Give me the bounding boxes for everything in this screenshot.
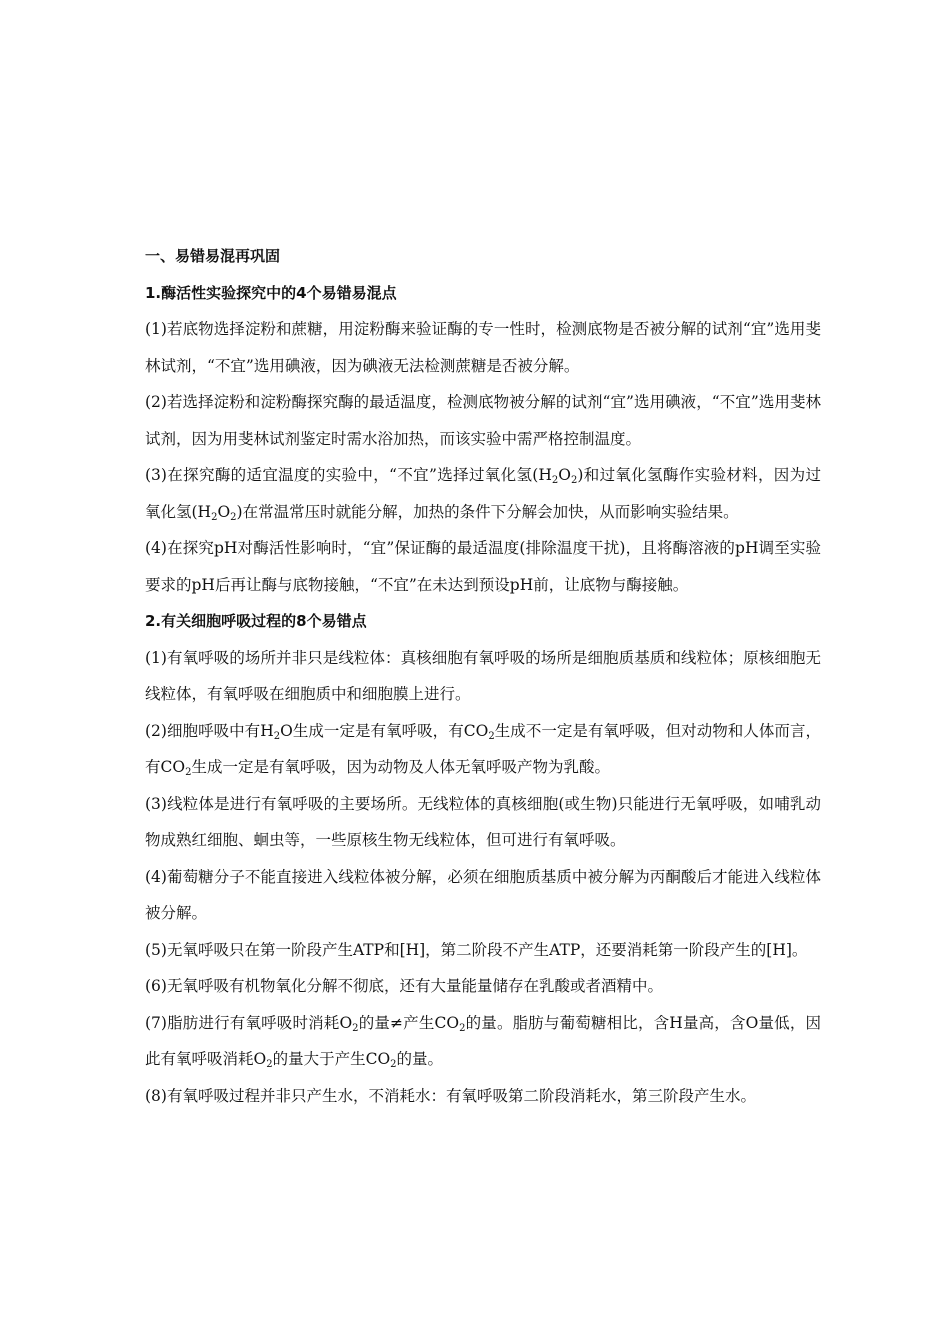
document-body — [145, 238, 821, 1114]
part1-paragraph-4: (4)在探究pH对酶活性影响时，“宜”保证酶的最适温度(排除温度干扰)，且将酶溶液的pH调至实验要求的pH后再让酶与底物接触，“不宜”在未达到预设pH前，让底物与酶接触。 — [145, 539, 821, 594]
part1-title: 1.酶活性实验探究中的4个易错易混点 — [145, 283, 397, 302]
part1-paragraph-2: (2)若选择淀粉和淀粉酶探究酶的最适温度，检测底物被分解的试剂“宜”选用碘液，“不宜”选用斐林试剂，因为用斐林试剂鉴定时需水浴加热，而该实验中需严格控制温度。 — [145, 393, 821, 448]
part2-paragraph-7: (7)脂肪进行有氧呼吸时消耗$O_2$的量≠产生$CO_2$的量。脂肪与葡萄糖相比，含H量高，含O量低，因此有氧呼吸消耗$O_2$的量大于产生$CO_2$的量。 — [145, 1013, 821, 1070]
part2-paragraph-5: (5)无氧呼吸只在第一阶段产生ATP和[H]，第二阶段不产生ATP，还要消耗第一阶段产生的[H]。 — [145, 940, 808, 959]
part2-paragraph-1: (1)有氧呼吸的场所并非只是线粒体：真核细胞有氧呼吸的场所是细胞质基质和线粒体；原核细胞无线粒体，有氧呼吸在细胞质中和细胞膜上进行。 — [145, 648, 821, 703]
part2-paragraph-8: (8)有氧呼吸过程并非只产生水，不消耗水：有氧呼吸第二阶段消耗水，第三阶段产生水。 — [145, 1086, 756, 1105]
part1-paragraph-3: (3)在探究酶的适宜温度的实验中，“不宜”选择过氧化氢$(H_2O_2)$和过氧化氢酶作实验材料，因为过氧化氢$(H_2O_2)$在常温常压时就能分解，加热的条件下分解会加快，从而影响实验结果。 — [145, 466, 821, 523]
part2-paragraph-3: (3)线粒体是进行有氧呼吸的主要场所。无线粒体的真核细胞(或生物)只能进行无氧呼吸，如哺乳动物成熟红细胞、蛔虫等，一些原核生物无线粒体，但可进行有氧呼吸。 — [145, 794, 821, 849]
section-title: 一、易错易混再巩固 — [145, 247, 281, 265]
part2-paragraph-2: (2)细胞呼吸中有$H_2O$生成一定是有氧呼吸，有$CO_2$生成不一定是有氧呼吸，但对动物和人体而言，有$CO_2$生成一定是有氧呼吸，因为动物及人体无氧呼吸产物为乳酸。 — [145, 721, 821, 778]
part1-paragraph-1: (1)若底物选择淀粉和蔗糖，用淀粉酶来验证酶的专一性时，检测底物是否被分解的试剂“宜”选用斐林试剂，“不宜”选用碘液，因为碘液无法检测蔗糖是否被分解。 — [145, 320, 821, 375]
part2-title: 2.有关细胞呼吸过程的8个易错点 — [145, 612, 367, 630]
part2-paragraph-4: (4)葡萄糖分子不能直接进入线粒体被分解，必须在细胞质基质中被分解为丙酮酸后才能进入线粒体被分解。 — [145, 867, 821, 922]
part2-paragraph-6: (6)无氧呼吸有机物氧化分解不彻底，还有大量能量储存在乳酸或者酒精中。 — [145, 977, 663, 995]
